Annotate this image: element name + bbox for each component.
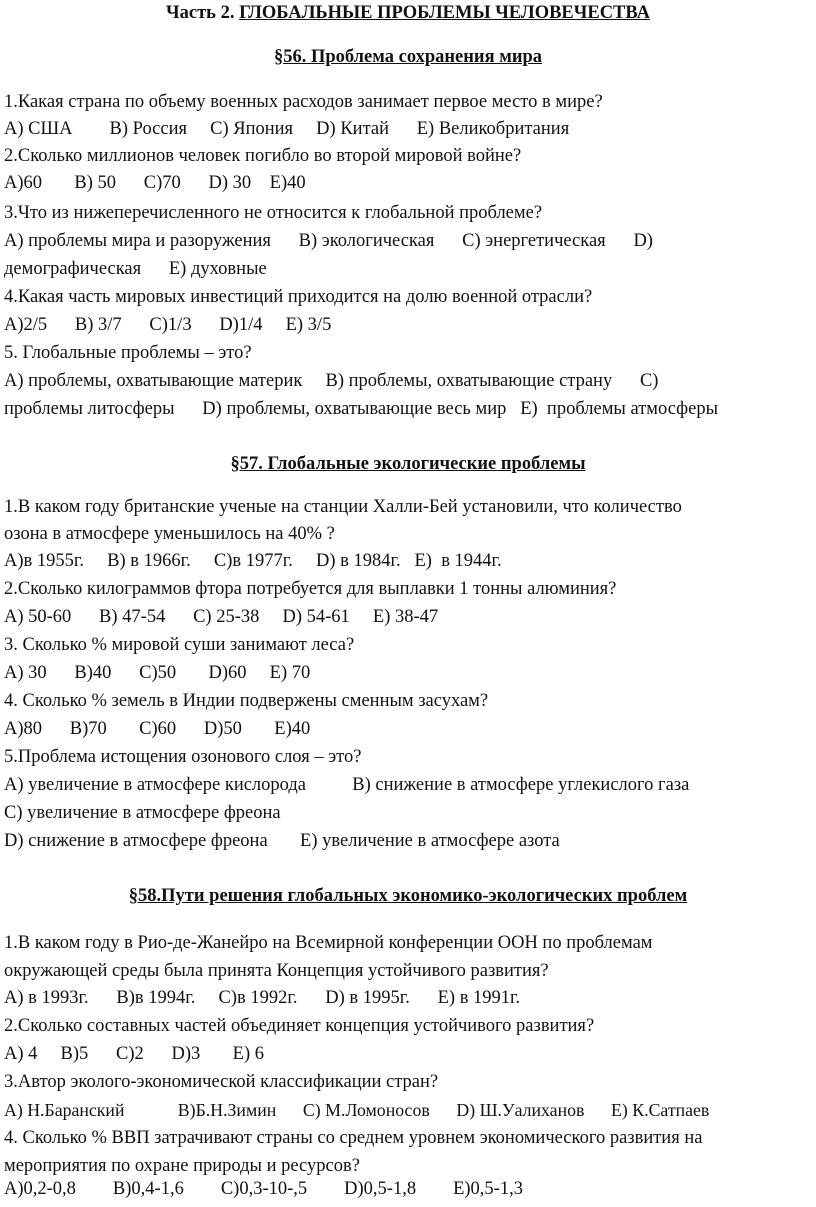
s56-q2: 2.Сколько миллионов человек погибло во второй мировой войне?: [4, 146, 522, 166]
s57-q1-options: A)в 1955г. B) в 1966г. C)в 1977г. D) в 1984г. E) в 1944г.: [4, 551, 502, 571]
part-prefix: Часть 2.: [166, 3, 235, 23]
s57-q1: 1.В каком году британские ученые на станции Халли-Бей установили, что количество: [4, 497, 682, 517]
s57-q4-options: A)80 B)70 C)60 D)50 E)40: [4, 719, 311, 739]
s56-q3: 3.Что из нижеперечисленного не относится к глобальной проблеме?: [4, 203, 543, 223]
s58-q4-options: A)0,2-0,8 B)0,4-1,6 C)0,3-10-,5 D)0,5-1,8 E)0,5-1,3: [4, 1179, 523, 1199]
s58-q2: 2.Сколько составных частей объединяет концепция устойчивого развития?: [4, 1016, 595, 1036]
s58-q1-options: A) в 1993г. B)в 1994г. C)в 1992г. D) в 1995г. E) в 1991г.: [4, 988, 521, 1008]
s56-q1-options: A) США B) Россия C) Япония D) Китай E) Великобритания: [4, 119, 570, 139]
s58-q4: 4. Сколько % ВВП затрачивают страны со среднем уровнем экономического развития на: [4, 1128, 703, 1148]
s56-q2-options: A)60 B) 50 C)70 D) 30 E)40: [4, 173, 306, 193]
s57-q2-options: A) 50-60 B) 47-54 C) 25-38 D) 54-61 E) 38-47: [4, 607, 439, 627]
part-heading: [4, 0, 812, 27]
s57-q3: 3. Сколько % мировой суши занимают леса?: [4, 635, 355, 655]
s58-q3-options: A) Н.Баранский B)Б.Н.Зимин C) М.Ломоносов D) Ш.Уалиханов E) К.Сатпаев: [4, 1100, 710, 1120]
s56-q1: 1.Какая страна по объему военных расходов занимает первое место в мире?: [4, 92, 603, 112]
s58-q3: 3.Автор эколого-экономической классификации стран?: [4, 1072, 439, 1092]
s58-q1-cont: окружающей среды была принята Концепция устойчивого развития?: [4, 961, 549, 981]
s57-q3-options: A) 30 B)40 C)50 D)60 E) 70: [4, 663, 311, 683]
part-title: ГЛОБАЛЬНЫЕ ПРОБЛЕМЫ ЧЕЛОВЕЧЕСТВА: [239, 3, 650, 23]
s58-q1: 1.В каком году в Рио-де-Жанейро на Всемирной конференции ООН по проблемам: [4, 933, 653, 953]
section-58-title: §58.Пути решения глобальных экономико-экологических проблем: [128, 886, 688, 906]
s58-q4-cont: мероприятия по охране природы и ресурсов?: [4, 1156, 360, 1176]
s56-q5-options-1: A) проблемы, охватывающие материк B) проблемы, охватывающие страну C): [4, 371, 659, 391]
section-56-title: §56. Проблема сохранения мира: [273, 47, 543, 67]
s57-q5-options-3: D) снижение в атмосфере фреона E) увеличение в атмосфере азота: [4, 831, 560, 851]
s57-q5: 5.Проблема истощения озонового слоя – это?: [4, 747, 362, 767]
s56-q5-options-2: проблемы литосферы D) проблемы, охватывающие весь мир E) проблемы атмосферы: [4, 399, 719, 419]
s56-q3-options-1: A) проблемы мира и разоружения B) экологическая C) энергетическая D): [4, 231, 653, 251]
s58-q2-options: A) 4 B)5 C)2 D)3 E) 6: [4, 1044, 265, 1064]
s57-q5-options-1: A) увеличение в атмосфере кислорода B) снижение в атмосфере углекислого газа: [4, 775, 690, 795]
s57-q4: 4. Сколько % земель в Индии подвержены сменным засухам?: [4, 691, 489, 711]
s57-q5-options-2: C) увеличение в атмосфере фреона: [4, 803, 281, 823]
section-57-title: §57. Глобальные экологические проблемы: [230, 454, 586, 474]
s57-q2: 2.Сколько килограммов фтора потребуется для выплавки 1 тонны алюминия?: [4, 579, 617, 599]
s56-q4: 4.Какая часть мировых инвестиций приходится на долю военной отрасли?: [4, 287, 593, 307]
s56-q4-options: A)2/5 B) 3/7 C)1/3 D)1/4 E) 3/5: [4, 315, 332, 335]
s56-q5: 5. Глобальные проблемы – это?: [4, 343, 252, 363]
s56-q3-options-2: демографическая E) духовные: [4, 259, 267, 279]
s57-q1-cont: озона в атмосфере уменьшилось на 40% ?: [4, 524, 335, 544]
